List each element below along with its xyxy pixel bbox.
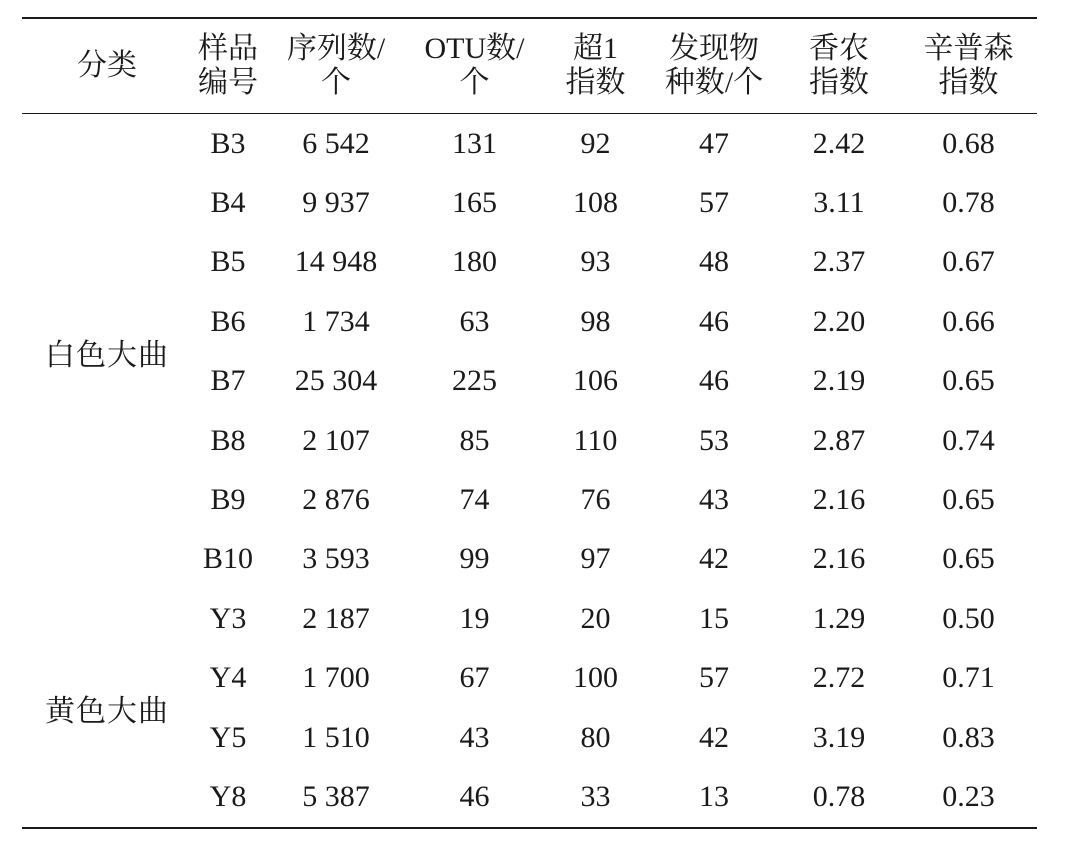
shannon-cell: 2.42 (812, 126, 866, 160)
col-header-shannon (778, 18, 900, 114)
observed-species-cell: 13 (699, 779, 729, 813)
header-line: OTU数/ (424, 32, 525, 65)
table-body (22, 114, 1037, 828)
sample-id-cell: Y5 (209, 720, 247, 754)
shannon-cell: 2.87 (812, 423, 866, 457)
simpson-cell: 0.78 (942, 186, 995, 220)
sample-id-cell: Y8 (209, 779, 247, 813)
shannon-cell: 1.29 (812, 601, 866, 635)
chao1-cell: 80 (580, 720, 611, 754)
header-line: 种数/个 (664, 66, 764, 99)
sample-id-cell: Y3 (209, 601, 247, 635)
diversity-index-table (22, 17, 1037, 829)
header-line: 序列数/ (286, 32, 386, 65)
simpson-cell: 0.50 (942, 601, 995, 635)
col-header-sample-id (192, 18, 264, 114)
header-line: 指数 (565, 66, 626, 99)
simpson-cell: 0.68 (942, 126, 995, 160)
col-header-sequence-count (264, 18, 408, 114)
shannon-cell: 2.37 (812, 245, 866, 279)
sequence-count-cell: 1 734 (302, 304, 370, 338)
shannon-cell: 2.19 (812, 364, 866, 398)
chao1-cell: 20 (580, 601, 611, 635)
col-header-category (22, 18, 192, 114)
sample-id-cell: B7 (210, 364, 246, 398)
chao1-cell: 33 (580, 779, 611, 813)
observed-species-cell: 46 (699, 304, 729, 338)
otu-count-cell: 180 (452, 245, 497, 279)
sample-id-cell: B10 (202, 542, 253, 576)
chao1-cell: 110 (573, 423, 618, 457)
header-line: 个 (459, 66, 490, 99)
chao1-cell: 93 (580, 245, 611, 279)
simpson-cell: 0.67 (942, 245, 995, 279)
shannon-cell: 3.11 (813, 186, 865, 220)
sample-id-cell: B4 (210, 186, 246, 220)
simpson-cell: 0.74 (942, 423, 995, 457)
sequence-count-cell: 25 304 (294, 364, 378, 398)
observed-species-cell: 42 (699, 720, 729, 754)
shannon-cell: 0.78 (812, 779, 866, 813)
shannon-cell: 2.16 (812, 483, 866, 517)
otu-count-cell: 63 (459, 304, 490, 338)
sequence-count-cell: 14 948 (294, 245, 378, 279)
sequence-count-cell: 2 107 (302, 423, 370, 457)
header-line: 发现物 (669, 32, 759, 65)
diversity-table-container (22, 17, 1037, 829)
observed-species-cell: 47 (699, 126, 729, 160)
col-header-simpson (900, 18, 1037, 114)
otu-count-cell: 99 (459, 542, 490, 576)
simpson-cell: 0.65 (942, 542, 995, 576)
shannon-cell: 2.16 (812, 542, 866, 576)
header-line: 辛普森 (923, 32, 1014, 65)
header-row (22, 18, 1037, 114)
simpson-cell: 0.23 (942, 779, 995, 813)
header-line: 分类 (77, 49, 137, 82)
simpson-cell: 0.65 (942, 364, 995, 398)
header-line: 指数 (809, 66, 869, 99)
category-cell: 白色大曲 (45, 338, 169, 372)
observed-species-cell: 46 (699, 364, 729, 398)
otu-count-cell: 46 (459, 779, 490, 813)
chao1-cell: 108 (573, 186, 618, 220)
sequence-count-cell: 6 542 (302, 126, 370, 160)
category-cell: 黄色大曲 (45, 694, 169, 728)
otu-count-cell: 67 (459, 661, 490, 695)
sample-id-cell: B3 (210, 126, 246, 160)
observed-species-cell: 57 (699, 661, 729, 695)
otu-count-cell: 165 (452, 186, 497, 220)
shannon-cell: 3.19 (812, 720, 866, 754)
chao1-cell: 92 (580, 126, 611, 160)
sequence-count-cell: 3 593 (302, 542, 370, 576)
sequence-count-cell: 5 387 (302, 779, 370, 813)
sequence-count-cell: 2 187 (302, 601, 370, 635)
sample-id-cell: B9 (210, 483, 246, 517)
otu-count-cell: 19 (459, 601, 490, 635)
table-row (22, 114, 1037, 174)
chao1-cell: 76 (580, 483, 611, 517)
simpson-cell: 0.65 (942, 483, 995, 517)
col-header-chao1 (541, 18, 650, 114)
chao1-cell: 97 (580, 542, 611, 576)
header-line: 个 (321, 66, 351, 99)
chao1-cell: 100 (573, 661, 618, 695)
simpson-cell: 0.71 (942, 661, 995, 695)
header-line: 编号 (198, 66, 258, 99)
otu-count-cell: 225 (452, 364, 497, 398)
observed-species-cell: 53 (699, 423, 729, 457)
observed-species-cell: 57 (699, 186, 729, 220)
observed-species-cell: 15 (699, 601, 729, 635)
otu-count-cell: 43 (459, 720, 490, 754)
otu-count-cell: 74 (459, 483, 490, 517)
sample-id-cell: B6 (210, 304, 246, 338)
simpson-cell: 0.83 (942, 720, 995, 754)
header-line: 样品 (198, 32, 258, 65)
table-row (22, 589, 1037, 648)
observed-species-cell: 48 (699, 245, 729, 279)
header-line: 超1 (573, 32, 618, 65)
header-line: 香农 (809, 32, 869, 65)
sequence-count-cell: 1 510 (302, 720, 370, 754)
sample-id-cell: B5 (210, 245, 246, 279)
shannon-cell: 2.72 (812, 661, 866, 695)
header-line: 指数 (938, 66, 999, 99)
otu-count-cell: 85 (459, 423, 490, 457)
shannon-cell: 2.20 (812, 304, 866, 338)
observed-species-cell: 43 (699, 483, 729, 517)
sequence-count-cell: 9 937 (302, 186, 370, 220)
chao1-cell: 106 (573, 364, 618, 398)
otu-count-cell: 131 (452, 126, 497, 160)
simpson-cell: 0.66 (942, 304, 995, 338)
sample-id-cell: B8 (210, 423, 246, 457)
chao1-cell: 98 (580, 304, 611, 338)
col-header-otu-count (408, 18, 541, 114)
sample-id-cell: Y4 (209, 661, 247, 695)
sequence-count-cell: 1 700 (302, 661, 370, 695)
col-header-observed-species (650, 18, 778, 114)
observed-species-cell: 42 (699, 542, 729, 576)
sequence-count-cell: 2 876 (302, 483, 370, 517)
